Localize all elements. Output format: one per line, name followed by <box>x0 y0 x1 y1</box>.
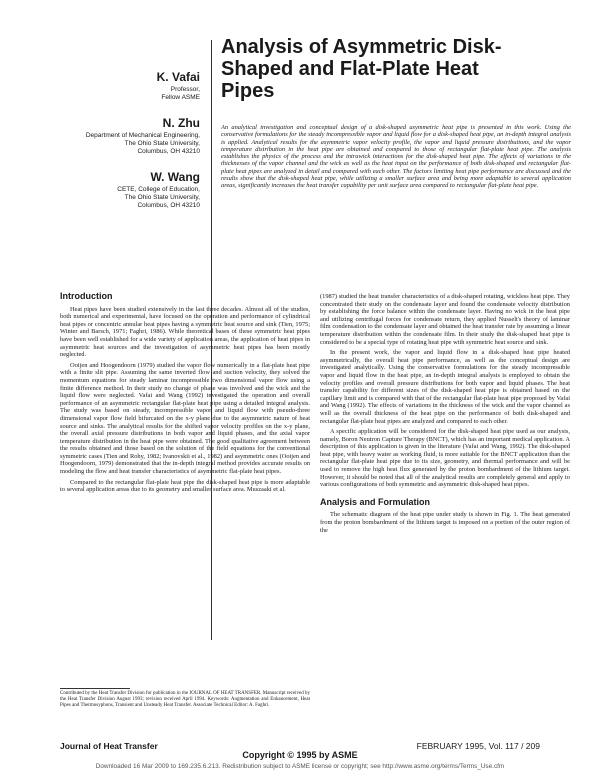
author-affiliation: Department of Mechanical Engineering, <box>85 132 200 139</box>
download-notice: Downloaded 16 Mar 2009 to 169.235.6.213. Redistribution subject to ASME license or copyright; see http://www.asme.org/terms/Terms_Use.cfm <box>95 763 505 770</box>
author-block <box>60 70 200 224</box>
body-paragraph: Heat pipes have been studied extensively in the last three decades. Almost all of the studies, both numerical and experimental, have focused on the operation and performance of cylindrical heat pipes or concentric annular heat pipes having a symmetric heat source and sink (Tien, 1975; Winter and Barsch, 1971; Faghri, 1986). While theoretical bases of these symmetric heat pipes have been well established for a wide variety of application areas, the application of heat pipes in asymmetric heat sources and the investigation of asymmetric heat pipes has been mostly neglected. <box>60 305 310 359</box>
author-entry <box>60 70 200 102</box>
author-name: K. Vafai <box>156 70 200 84</box>
body-paragraph: A specific application will be considered for the disk-shaped heat pipe used as our analysis, namely, Boron Neutron Capture Therapy (BNCT), which has an important medical application. A description of this application is given in the literature (Vafai and Wang, 1992). The disk-shaped heat pipe, with heavy water as working fluid, is more suitable for the BNCT application than the rectangular flat-plate heat pipe due to its size, geometry, and thermal performance and will be used to remove the high heat flux generated by the proton bombardment of the lithium target. However, it should be noted that all of the analytical results are completely general and apply to various configurations of both symmetric and asymmetric disk-shaped heat pipes. <box>320 428 570 489</box>
section-heading-introduction: Introduction <box>60 291 113 301</box>
body-paragraph: In the present work, the vapor and liquid flow in a disk-shaped heat pipe heated asymmetrically, the overall heat pipe performance, as well as the conceptual design are investigated analytically. Using the conservative formulations for the steady incompressible vapor and liquid flow in the heat pipe, an in-depth integral analysis is employed to obtain the velocity profiles and overall pressure distributions for both vapor and liquid phases. The heat transfer capability for different sizes of the disk-shaped heat pipe is obtained based on the capillary limit and is compared with that of the rectangular flat-plate heat pipe proposed by Vafai and Wang (1992). The effects of variations in the thickness of the wick and the vapor channel as well as the overall thickness of the heat pipe on the performance of both disk-shaped and rectangular flat-plate heat pipes are analyzed and compared to each other. <box>320 349 570 425</box>
title-line: Pipes <box>221 80 275 102</box>
author-affiliation: Fellow ASME <box>161 94 200 101</box>
body-paragraph: (1987) studied the heat transfer characteristics of a disk-shaped rotating, wickless heat pipe. They concentrated their study on the condensate layer and found the condensate velocity distribution by establishing the force balance within the condensate layer. Having no wick in the heat pipe and utilizing centrifugal forces for condensate return, they applied Nusselt's theory of laminar film condensation to the condensate layer and obtained the heat transfer rate by assuming a linear temperature distribution within the condensate film. In their study the disk-shaped heat pipe is considered to be a special type of rotating heat pipe with symmetric heat source and sink. <box>320 293 570 346</box>
author-affiliation: Columbus, OH 43210 <box>137 148 200 155</box>
author-affiliation: The Ohio State University, <box>124 194 200 201</box>
journal-name: Journal of Heat Transfer <box>60 741 158 751</box>
paper-title <box>221 36 521 102</box>
footnote-rule <box>60 688 130 689</box>
author-name: N. Zhu <box>162 116 200 130</box>
footnote: Contributed by the Heat Transfer Division for publication in the JOURNAL OF HEAT TRANSFER. Manuscript received by the Heat Transfer Division August 1993; revision received April 1994. Keywords: Augmentation and Enhancement, Heat Pipes and Thermosyphons, Transient and Unsteady Heat Transfer. Associate Technical Editor: A. Faghri. <box>60 691 310 708</box>
body-paragraph: Compared to the rectangular flat-plate heat pipe the disk-shaped heat pipe is more adaptable to several application areas due to its geometry and smaller surface area. Muszaaki et al. <box>60 478 310 494</box>
title-line: Shaped and Flat-Plate Heat <box>221 58 479 80</box>
right-column <box>320 293 570 537</box>
left-column <box>60 293 310 497</box>
author-affiliation: Professor, <box>170 86 200 93</box>
author-affiliation: The Ohio State University, <box>124 140 200 147</box>
issue-info: FEBRUARY 1995, Vol. 117 / 209 <box>416 741 540 751</box>
author-affiliation: Columbus, OH 43210 <box>137 202 200 209</box>
copyright-notice: Copyright © 1995 by ASME <box>242 750 358 760</box>
author-entry <box>60 170 200 210</box>
abstract: An analytical investigation and conceptual design of a disk-shaped asymmetric heat pipe is presented in this work. Using the conservative formulations for the steady incompressible vapor and liquid flow for a disk-shaped heat pipe, an in-depth integral analysis is applied. Analytical results for the asymmetric vapor velocity profile, the vapor and liquid pressure distributions, and the vapor temperature distribution in the heat pipe are obtained and compared to those of rectangular flat-plate heat pipe. The analysis establishes the physics of the process and the intrawick interactions for the disk-shaped heat pipe. The effects of variations in the thicknesses of the vapor channel and the wick as well as the heat input on the performance of both disk-shaped and rectangular flat-plate heat pipes are analyzed in detail and compared with each other. The factors limiting heat pipe performance are discussed and the results show that the disk-shaped heat pipe, while utilizing a smaller surface area and being more adaptable to several application areas, significantly increases the heat transfer capability per unit surface area compared to rectangular flat-plate heat pipe. <box>221 124 571 190</box>
body-paragraph: Ooijen and Hoogendoorn (1979) studied the vapor flow numerically in a flat-plate heat pipe with a finite slit pipe. Assuming the same inverted flow and suction velocity, they solved the momentum equations for steady laminar incompressible two dimensional vapor flow using a finite difference method. In their study no change of phase was involved and the wick and the liquid flow were neglected. Vafai and Wang (1992) investigated the operation and overall performance of an asymmetric rectangular flat-plate heat pipe using a detailed integral analysis. The study was based on steady, incompressible vapor and liquid flow with pseudo-three dimensional vapor flow field bifurcated on the x-y plane due to the asymmetric nature of heat source and sinks. The analytical results for the shifted vapor velocity profiles on the x-y plane, the overall axial pressure distributions in both vapor and liquid phases, and the axial vapor temperature distribution in the heat pipe were obtained. The good qualitative agreement between the results obtained and those based on the solution of the field equations for the conventional symmetric cases (Tien and Rohy, 1982; Ivanovskii et al., 1982) and asymmetric ones (Ooijen and Hoogendoorn, 1979) demonstrated that the in-depth integral method provides accurate results on modeling the flow and heat transfer characteristics of asymmetric flat-plate heat pipes. <box>60 361 310 476</box>
title-line: Analysis of Asymmetric Disk- <box>221 36 502 58</box>
section-heading-analysis: Analysis and Formulation <box>320 496 431 507</box>
author-entry <box>60 116 200 156</box>
author-affiliation: CETE, College of Education, <box>117 186 200 193</box>
author-name: W. Wang <box>150 170 200 184</box>
body-paragraph: The schematic diagram of the heat pipe under study is shown in Fig. 1. The heat generated from the proton bombardment of the lithium target is imposed on a portion of the outer region of the <box>320 511 570 534</box>
